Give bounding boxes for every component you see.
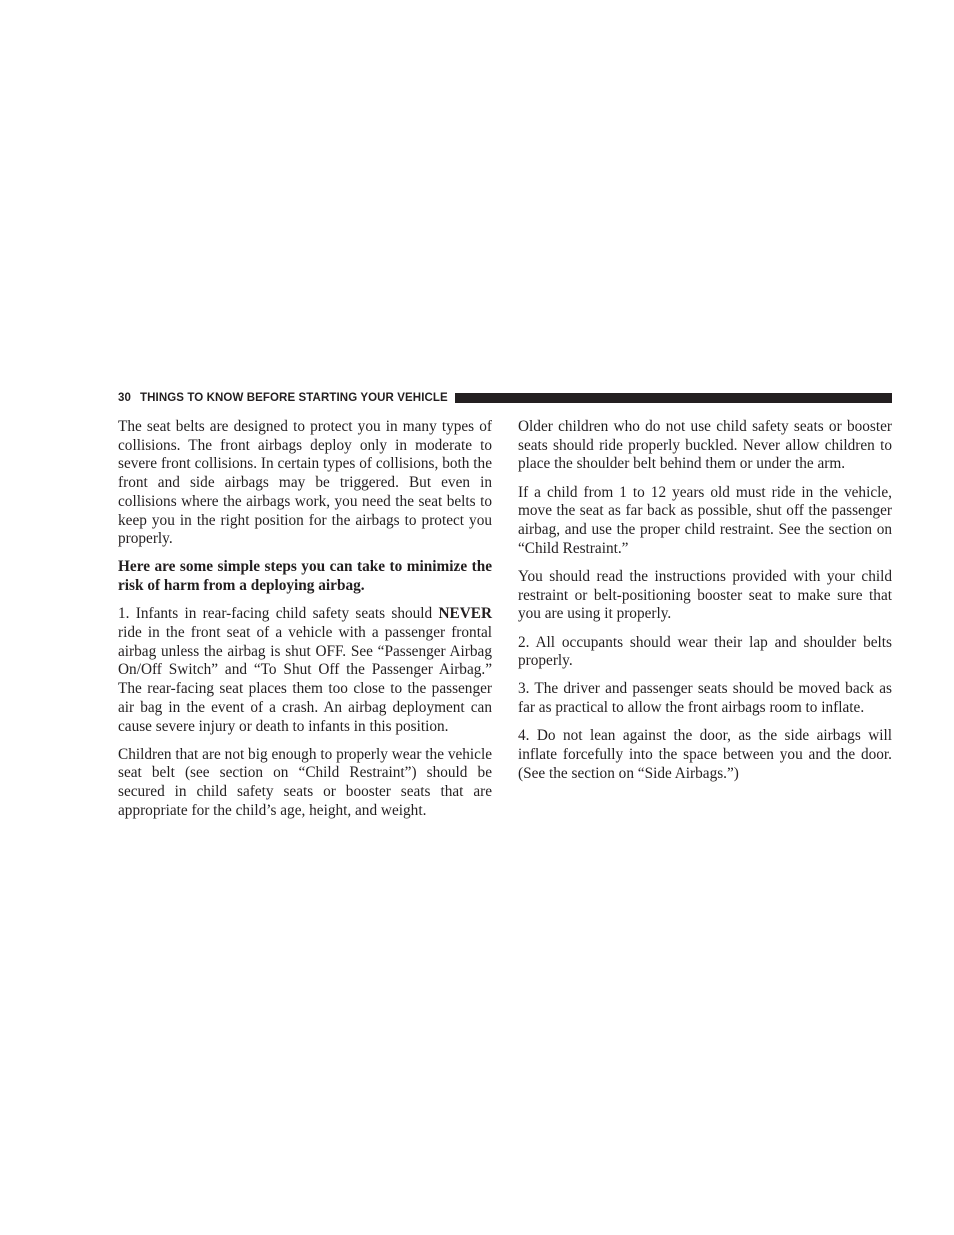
- section-title: THINGS TO KNOW BEFORE STARTING YOUR VEHICLE: [140, 392, 448, 404]
- header-text: [118, 392, 448, 404]
- paragraph-step-3: 3. The driver and passenger seats should be moved back as far as practical to allow the front airbags room to inflate.: [518, 680, 892, 717]
- paragraph-simple-steps-heading: Here are some simple steps you can take to minimize the risk of harm from a deploying airbag.: [118, 558, 492, 595]
- paragraph-step-4: 4. Do not lean against the door, as the side airbags will inflate forcefully into the space between you and the door. (See the section on “Side Airbags.”): [518, 727, 892, 782]
- left-column: [118, 418, 492, 830]
- paragraph-child-1-to-12: If a child from 1 to 12 years old must ride in the vehicle, move the seat as far back as possible, shut off the passenger airbag, and use the proper child restraint. See the section on “Child Restraint.”: [518, 483, 892, 557]
- paragraph-seat-belts-intro: The seat belts are designed to protect you in many types of collisions. The front airbags deploy only in moderate to severe front collisions. In certain types of collisions, both the front and side airbags may be triggered. But even in collisions where the airbags work, you need the seat belts to keep you in the right position for the airbags to protect you properly.: [118, 418, 492, 548]
- page-number: 30: [118, 392, 131, 404]
- paragraph-step-2: 2. All occupants should wear their lap and shoulder belts properly.: [518, 633, 892, 670]
- header-rule: [455, 393, 892, 403]
- paragraph-children-restraint: Children that are not big enough to properly wear the vehicle seat belt (see section on “Child Restraint”) should be secured in child safety seats or booster seats that are appropriate for the child’s age, height, and weight.: [118, 745, 492, 819]
- step-1-text-start: 1. Infants in rear-facing child safety seats should: [118, 605, 439, 623]
- step-1-text-end: ride in the front seat of a vehicle with a passenger frontal airbag unless the airbag is shut OFF. See “Passenger Airbag On/Off Switch” and “To Shut Off the Passenger Airbag.” The rear-facing seat places them too close to the passenger air bag in the event of a crash. An airbag deployment can cause severe injury or death to infants in this position.: [118, 624, 492, 735]
- paragraph-step-1: [118, 605, 492, 736]
- paragraph-older-children: Older children who do not use child safety seats or booster seats should ride properly buckled. Never allow children to place the shoulder belt behind them or under the arm.: [518, 418, 892, 473]
- never-emphasis: NEVER: [438, 605, 492, 623]
- page-header: [118, 390, 892, 406]
- paragraph-read-instructions: You should read the instructions provided with your child restraint or belt-positioning booster seat to make sure that you are using it properly.: [518, 567, 892, 623]
- right-column: [518, 418, 892, 793]
